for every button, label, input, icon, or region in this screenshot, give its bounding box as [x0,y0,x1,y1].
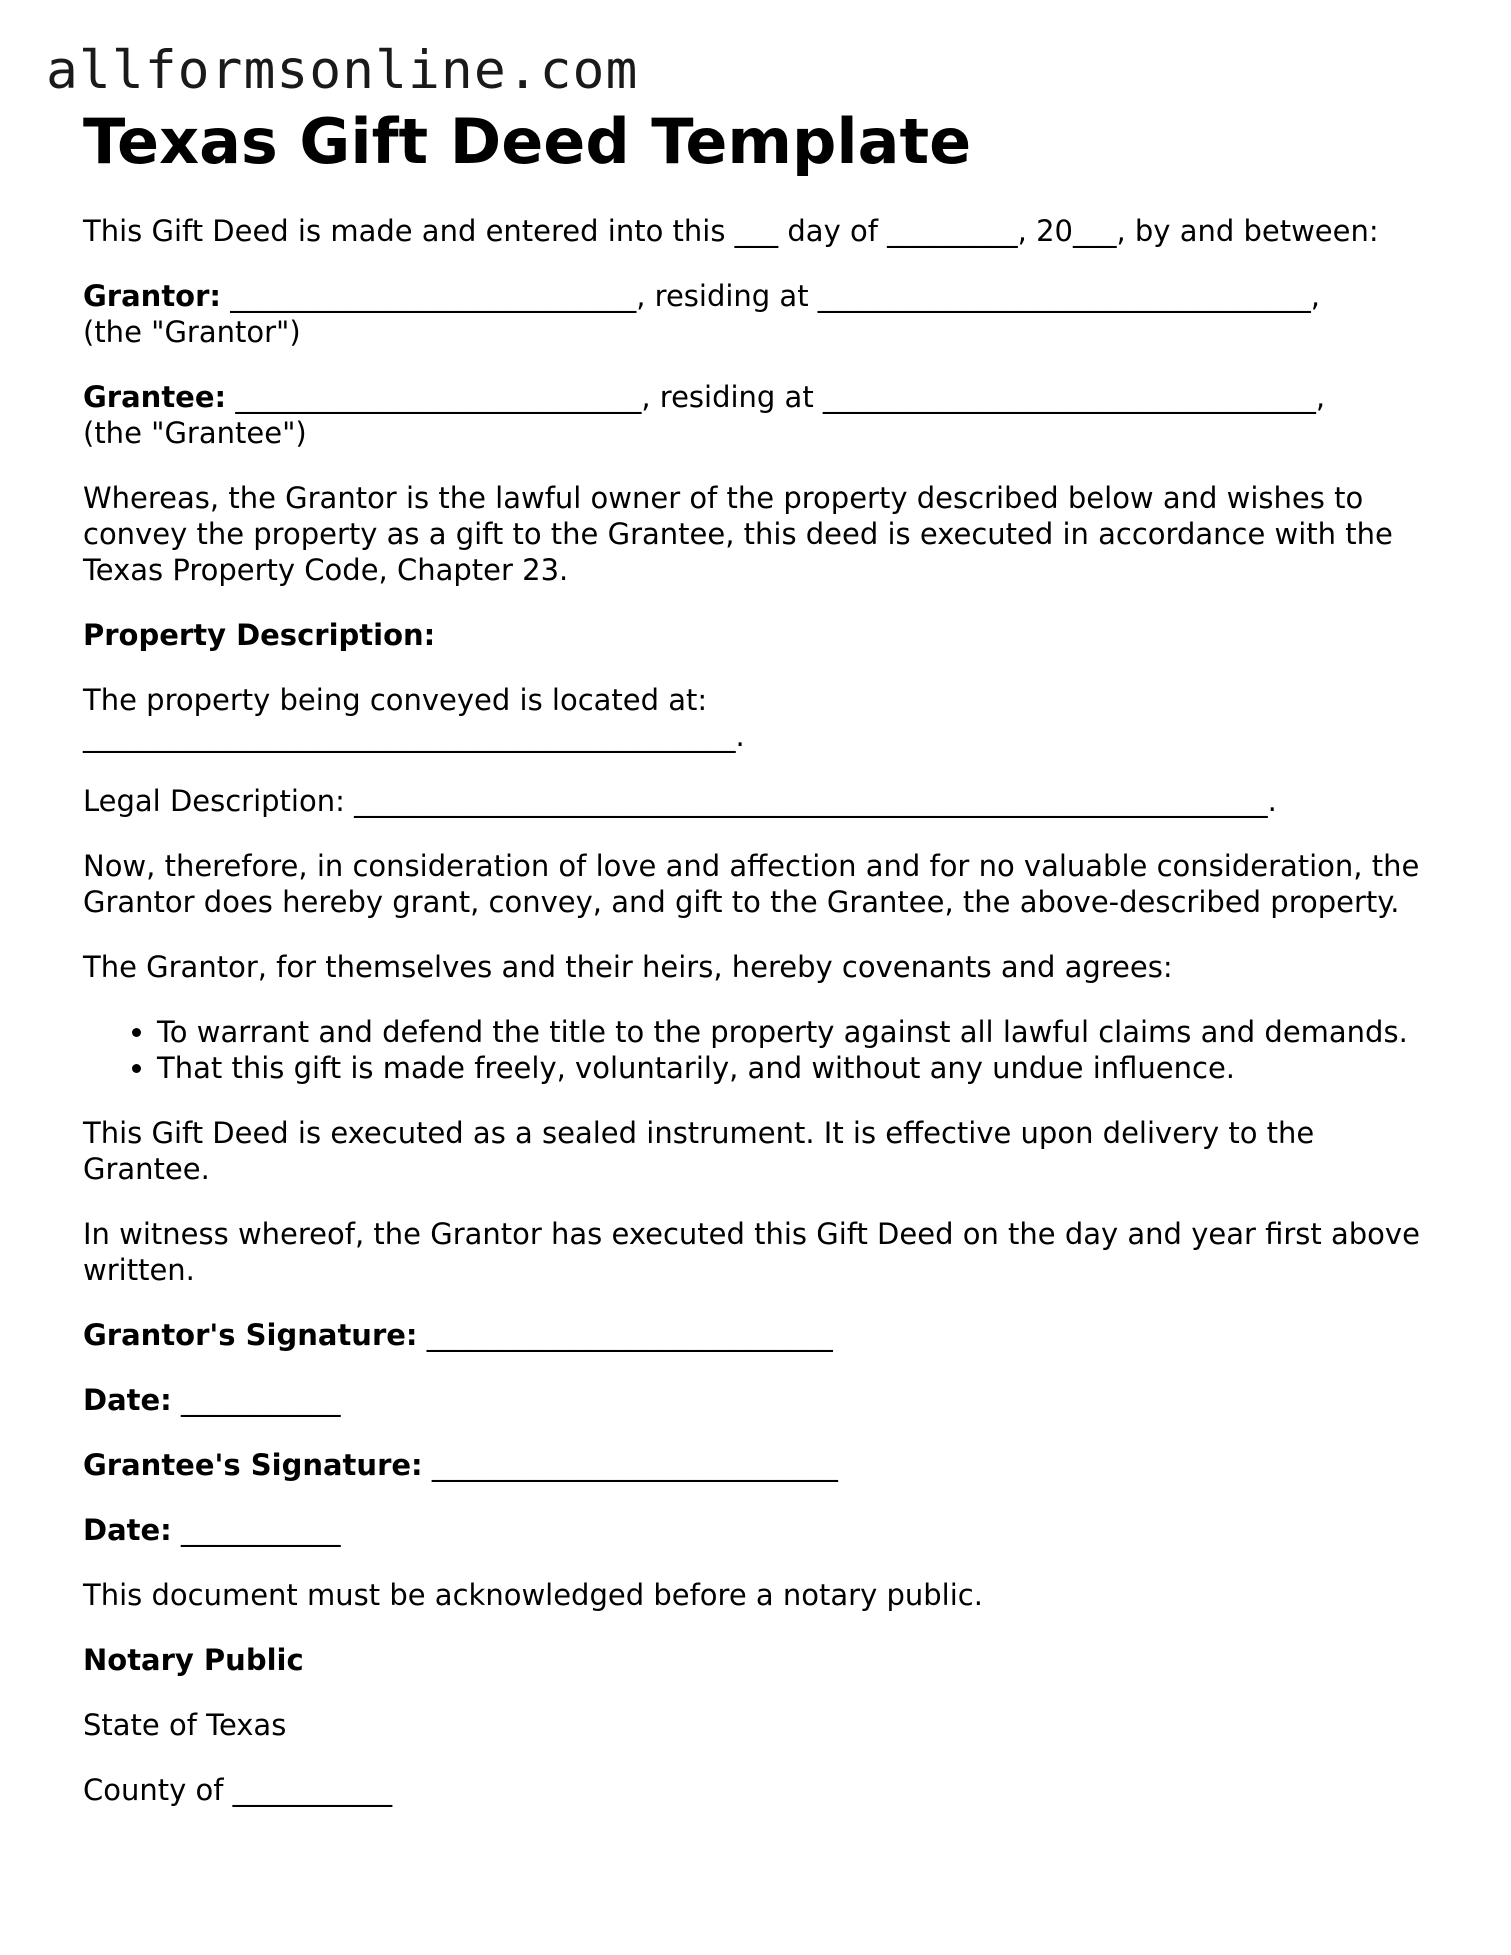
grantee-signature-line [83,1447,1443,1483]
watermark-text: allformsonline.com [46,40,639,101]
state-line: State of Texas [83,1708,287,1742]
property-heading-text: Property Description: [83,618,436,652]
grantee-date-line [83,1512,1443,1548]
notary-note: This document must be acknowledged before a notary public. [83,1578,983,1612]
grantor-block [83,278,1443,350]
grantor-signature-blank: ____________________________ [417,1318,833,1352]
grantor-fields: ____________________________, residing at __________________________________, [221,279,1321,313]
property-location-label: The property being conveyed is located at: [83,683,708,717]
grantor-signature-label: Grantor's Signature: [83,1318,418,1352]
list-item: • That this gift is made freely, voluntarily, and without any undue influence. [157,1050,1443,1086]
grantee-fields: ____________________________, residing at __________________________________, [226,380,1326,414]
grantor-signature-line [83,1317,1443,1353]
grantor-alias: (the "Grantor") [83,315,301,349]
property-location [83,682,1443,754]
property-heading [83,617,1443,653]
notary-heading-text: Notary Public [83,1643,304,1677]
legal-description: Legal Description: _______________________________________________________________. [83,784,1277,818]
witness-paragraph: In witness whereof, the Grantor has executed this Gift Deed on the day and year first above written. [83,1217,1420,1287]
covenants-intro: The Grantor, for themselves and their heirs, hereby covenants and agrees: [83,950,1173,984]
whereas-paragraph: Whereas, the Grantor is the lawful owner of the property described below and wishes to convey the property as a gift to the Grantee, this deed is executed in accordance with the Texas Property Code, Chapter 23. [83,481,1393,587]
list-item: • To warrant and defend the title to the property against all lawful claims and demands. [157,1014,1443,1050]
property-location-blank: _____________________________________________. [83,719,745,753]
grantor-date-blank: ___________ [171,1383,341,1417]
grantor-date-label: Date: [83,1383,172,1417]
document-title: Texas Gift Deed Template [83,105,972,178]
grantee-label: Grantee: [83,380,227,414]
grantee-date-blank: ___________ [171,1513,341,1547]
covenants-list [83,1014,1443,1086]
county-line: County of ___________ [83,1773,393,1807]
grantor-label: Grantor: [83,279,222,313]
grantee-signature-label: Grantee's Signature: [83,1448,423,1482]
document-body [83,104,1443,1837]
grantee-block [83,379,1443,451]
intro-paragraph: This Gift Deed is made and entered into this ___ day of _________, 20___, by and between: [83,214,1379,248]
grantee-alias: (the "Grantee") [83,416,307,450]
now-therefore-paragraph: Now, therefore, in consideration of love and affection and for no valuable consideration, the Grantor does hereby grant, convey, and gift to the Grantee, the above-described property. [83,849,1420,919]
notary-heading [83,1642,1443,1678]
grantor-date-line [83,1382,1443,1418]
grantee-date-label: Date: [83,1513,172,1547]
grantee-signature-blank: ____________________________ [422,1448,838,1482]
sealed-paragraph: This Gift Deed is executed as a sealed instrument. It is effective upon delivery to the Grantee. [83,1116,1315,1186]
